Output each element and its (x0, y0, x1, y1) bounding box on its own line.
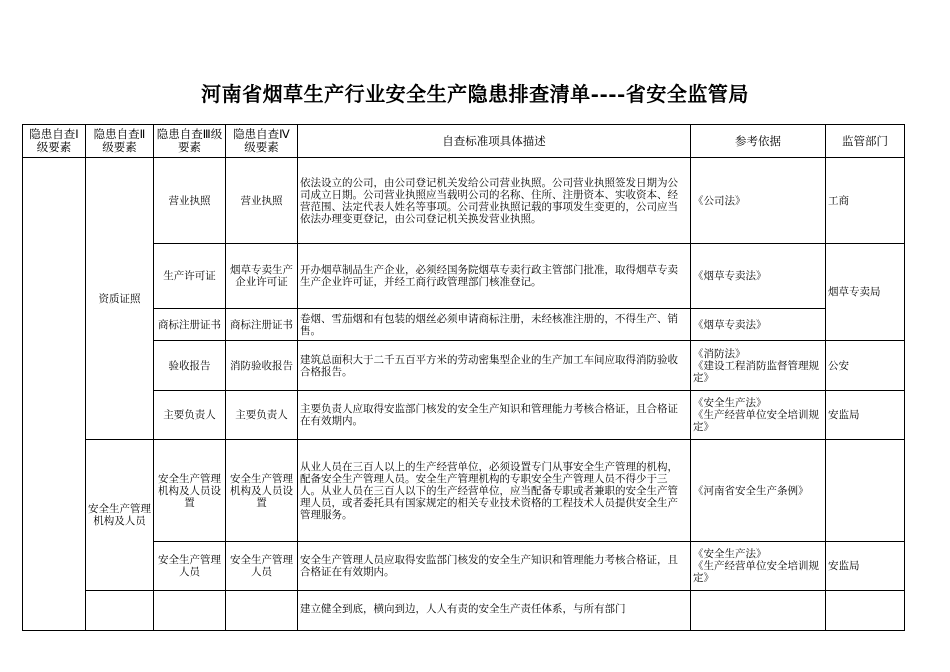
table-row (23, 244, 905, 309)
header-reference: 参考依据 (691, 125, 826, 158)
table-row (23, 542, 905, 591)
reference-cell: 《安全生产法》 《生产经营单位安全培训规定》 (691, 391, 826, 440)
group-qualification: 资质证照 (86, 158, 154, 440)
description-cell: 主要负责人应取得安监部门核发的安全生产知识和管理能力考核合格证，且合格证在有效期内。 (298, 391, 691, 440)
level4-cell: 主要负责人 (226, 391, 298, 440)
department-cell: 工商 (826, 158, 905, 244)
level4-cell: 烟草专卖生产企业许可证 (226, 244, 298, 309)
level4-cell: 营业执照 (226, 158, 298, 244)
description-cell: 依法设立的公司，由公司登记机关发给公司营业执照。公司营业执照签发日期为公司成立日期。公司营业执照应当载明公司的名称、住所、注册资本、实收资本、经营范围、法定代表人姓名等事项。公司营业执照记载的事项发生变更的，公司应当依法办理变更登记，由公司登记机关换发营业执照。 (298, 158, 691, 244)
level4-cell: 安全生产管理机构及人员设置 (226, 440, 298, 542)
reference-cell: 《河南省安全生产条例》 (691, 440, 826, 542)
checklist-table (22, 124, 905, 631)
description-cell: 从业人员在三百人以上的生产经营单位，必须设置专门从事安全生产管理的机构，配备安全生产管理人员。安全生产管理机构的专职安全生产管理人员不得少于三人。从业人员在三百人以下的生产经营单位，应当配备专职或者兼职的安全生产管理人员，或者委托具有国家规定的相关专业技术资格的工程技术人员提供安全生产管理服务。 (298, 440, 691, 542)
page-title: 河南省烟草生产行业安全生产隐患排查清单----省安全监管局 (201, 82, 749, 106)
description-cell: 开办烟草制品生产企业，必须经国务院烟草专卖行政主管部门批准，取得烟草专卖生产企业许可证，并经工商行政管理部门核准登记。 (298, 244, 691, 309)
reference-cell: 《公司法》 (691, 158, 826, 244)
reference-cell: 《烟草专卖法》 (691, 309, 826, 341)
level4-cell: 消防验收报告 (226, 341, 298, 391)
group-safety-org: 安全生产管理机构及人员 (86, 440, 154, 591)
department-cell: 安监局 (826, 391, 905, 440)
header-level4: 隐患自查Ⅳ级要素 (226, 125, 298, 158)
header-row (23, 125, 905, 158)
department-cell: 公安 (826, 341, 905, 391)
level3-cell: 安全生产管理人员 (154, 542, 226, 591)
description-cell: 建立健全到底，横向到边，人人有责的安全生产责任体系，与所有部门 (298, 591, 691, 631)
level3-cell: 安全生产管理机构及人员设置 (154, 440, 226, 542)
level3-cell: 主要负责人 (154, 391, 226, 440)
description-cell: 安全生产管理人员应取得安监部门核发的安全生产知识和管理能力考核合格证，且合格证在有效期内。 (298, 542, 691, 591)
description-cell: 卷烟、雪茄烟和有包装的烟丝必须申请商标注册，未经核准注册的，不得生产、销售。 (298, 309, 691, 341)
reference-cell: 《消防法》 《建设工程消防监督管理规定》 (691, 341, 826, 391)
table-row (23, 591, 905, 631)
reference-cell (691, 591, 826, 631)
department-cell (826, 440, 905, 542)
table-row (23, 158, 905, 244)
level3-cell: 营业执照 (154, 158, 226, 244)
header-level1: 隐患自查Ⅰ级要素 (23, 125, 86, 158)
header-level2: 隐患自查Ⅱ级要素 (86, 125, 154, 158)
level1-cell (23, 158, 86, 631)
header-level3: 隐患自查Ⅲ级要素 (154, 125, 226, 158)
level3-cell: 验收报告 (154, 341, 226, 391)
department-cell (826, 591, 905, 631)
reference-cell: 《烟草专卖法》 (691, 244, 826, 309)
header-department: 监管部门 (826, 125, 905, 158)
level3-cell: 生产许可证 (154, 244, 226, 309)
description-cell: 建筑总面积大于二千五百平方米的劳动密集型企业的生产加工车间应取得消防验收合格报告。 (298, 341, 691, 391)
department-cell: 烟草专卖局 (826, 244, 905, 341)
table-row (23, 309, 905, 341)
level4-cell: 商标注册证书 (226, 309, 298, 341)
department-cell: 安监局 (826, 542, 905, 591)
reference-cell: 《安全生产法》 《生产经营单位安全培训规定》 (691, 542, 826, 591)
table-row (23, 391, 905, 440)
checklist-table-container (22, 124, 904, 615)
table-row (23, 341, 905, 391)
level3-cell: 商标注册证书 (154, 309, 226, 341)
level4-cell: 安全生产管理人员 (226, 542, 298, 591)
group-cell (86, 591, 154, 631)
header-description: 自查标准项具体描述 (298, 125, 691, 158)
table-row (23, 440, 905, 542)
level3-cell (154, 591, 226, 631)
level4-cell (226, 591, 298, 631)
